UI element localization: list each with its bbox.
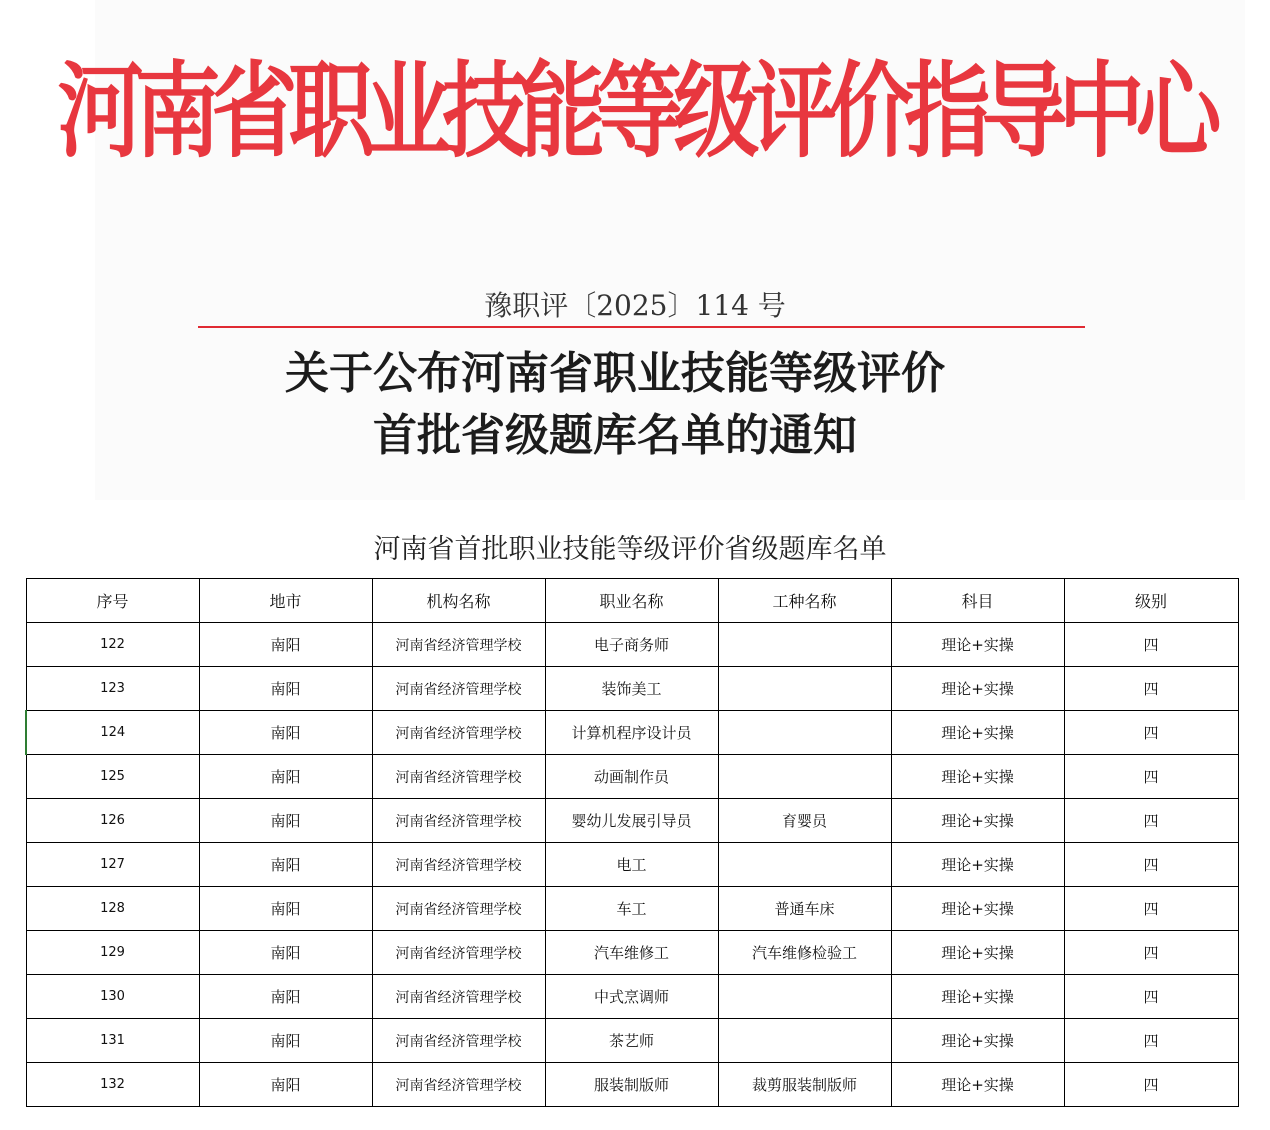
cell-level: 四 (1064, 975, 1238, 1019)
cell-occupation: 汽车维修工 (545, 931, 718, 975)
issuing-organization-title: 河南省职业技能等级评价指导中心 (57, 50, 1213, 172)
cell-subject: 理论+实操 (891, 931, 1064, 975)
cell-job-type (718, 975, 891, 1019)
table-row (26, 843, 1238, 887)
header-job-type: 工种名称 (718, 579, 891, 623)
header-serial: 序号 (26, 579, 199, 623)
table-row (26, 711, 1238, 755)
cell-city: 南阳 (199, 755, 372, 799)
cell-subject: 理论+实操 (891, 711, 1064, 755)
table-row (26, 1019, 1238, 1063)
cell-occupation: 服装制版师 (545, 1063, 718, 1107)
cell-serial: 128 (26, 887, 199, 931)
cell-level: 四 (1064, 667, 1238, 711)
table-header-row (26, 579, 1238, 623)
cell-occupation: 计算机程序设计员 (545, 711, 718, 755)
cell-occupation: 茶艺师 (545, 1019, 718, 1063)
cell-occupation: 装饰美工 (545, 667, 718, 711)
cell-subject: 理论+实操 (891, 887, 1064, 931)
cell-level: 四 (1064, 843, 1238, 887)
cell-city: 南阳 (199, 843, 372, 887)
cell-institution: 河南省经济管理学校 (372, 755, 545, 799)
table-row (26, 931, 1238, 975)
cell-serial: 127 (26, 843, 199, 887)
cell-city: 南阳 (199, 1063, 372, 1107)
cell-serial: 129 (26, 931, 199, 975)
cell-subject: 理论+实操 (891, 755, 1064, 799)
cell-subject: 理论+实操 (891, 975, 1064, 1019)
cell-subject: 理论+实操 (891, 1063, 1064, 1107)
cell-job-type (718, 623, 891, 667)
cell-institution: 河南省经济管理学校 (372, 931, 545, 975)
cell-city: 南阳 (199, 887, 372, 931)
cell-occupation: 车工 (545, 887, 718, 931)
cell-institution: 河南省经济管理学校 (372, 799, 545, 843)
cell-job-type: 育婴员 (718, 799, 891, 843)
table-row (26, 887, 1238, 931)
cell-serial: 126 (26, 799, 199, 843)
cell-serial: 122 (26, 623, 199, 667)
cell-job-type (718, 1019, 891, 1063)
cell-job-type (718, 711, 891, 755)
cell-level: 四 (1064, 799, 1238, 843)
cell-city: 南阳 (199, 667, 372, 711)
cell-job-type (718, 667, 891, 711)
cell-serial: 131 (26, 1019, 199, 1063)
cell-institution: 河南省经济管理学校 (372, 667, 545, 711)
header-institution: 机构名称 (372, 579, 545, 623)
table-row (26, 755, 1238, 799)
cell-level: 四 (1064, 1019, 1238, 1063)
cell-level: 四 (1064, 931, 1238, 975)
table-body (26, 623, 1238, 1107)
question-bank-table (25, 578, 1239, 1107)
cell-job-type: 普通车床 (718, 887, 891, 931)
cell-job-type: 裁剪服装制版师 (718, 1063, 891, 1107)
header-subject: 科目 (891, 579, 1064, 623)
cell-institution: 河南省经济管理学校 (372, 843, 545, 887)
document-number: 豫职评〔2025〕114 号 (484, 289, 786, 322)
cell-occupation: 婴幼儿发展引导员 (545, 799, 718, 843)
cell-city: 南阳 (199, 1019, 372, 1063)
cell-level: 四 (1064, 623, 1238, 667)
cell-serial: 130 (26, 975, 199, 1019)
notice-title-line-1: 关于公布河南省职业技能等级评价 (285, 348, 945, 399)
cell-occupation: 中式烹调师 (545, 975, 718, 1019)
cell-serial: 123 (26, 667, 199, 711)
header-city: 地市 (199, 579, 372, 623)
cell-subject: 理论+实操 (891, 799, 1064, 843)
table-row (26, 667, 1238, 711)
cell-city: 南阳 (199, 975, 372, 1019)
cell-job-type: 汽车维修检验工 (718, 931, 891, 975)
cell-institution: 河南省经济管理学校 (372, 887, 545, 931)
cell-job-type (718, 843, 891, 887)
cell-occupation: 动画制作员 (545, 755, 718, 799)
cell-subject: 理论+实操 (891, 623, 1064, 667)
cell-level: 四 (1064, 711, 1238, 755)
cell-serial: 125 (26, 755, 199, 799)
cell-city: 南阳 (199, 711, 372, 755)
cell-institution: 河南省经济管理学校 (372, 1019, 545, 1063)
header-level: 级别 (1064, 579, 1238, 623)
cell-occupation: 电子商务师 (545, 623, 718, 667)
cell-institution: 河南省经济管理学校 (372, 711, 545, 755)
cell-institution: 河南省经济管理学校 (372, 1063, 545, 1107)
table-row (26, 799, 1238, 843)
cell-city: 南阳 (199, 799, 372, 843)
cell-city: 南阳 (199, 623, 372, 667)
cell-serial: 124 (26, 711, 199, 755)
list-title: 河南省首批职业技能等级评价省级题库名单 (373, 534, 887, 565)
table-row (26, 623, 1238, 667)
header-occupation: 职业名称 (545, 579, 718, 623)
table-row (26, 975, 1238, 1019)
cell-occupation: 电工 (545, 843, 718, 887)
cell-institution: 河南省经济管理学校 (372, 975, 545, 1019)
cell-level: 四 (1064, 1063, 1238, 1107)
cell-city: 南阳 (199, 931, 372, 975)
cell-subject: 理论+实操 (891, 1019, 1064, 1063)
cell-level: 四 (1064, 887, 1238, 931)
table-row (26, 1063, 1238, 1107)
red-divider-line (198, 326, 1085, 328)
cell-job-type (718, 755, 891, 799)
cell-serial: 132 (26, 1063, 199, 1107)
notice-title-line-2: 首批省级题库名单的通知 (373, 410, 857, 461)
cell-subject: 理论+实操 (891, 667, 1064, 711)
cell-institution: 河南省经济管理学校 (372, 623, 545, 667)
cell-subject: 理论+实操 (891, 843, 1064, 887)
cell-level: 四 (1064, 755, 1238, 799)
